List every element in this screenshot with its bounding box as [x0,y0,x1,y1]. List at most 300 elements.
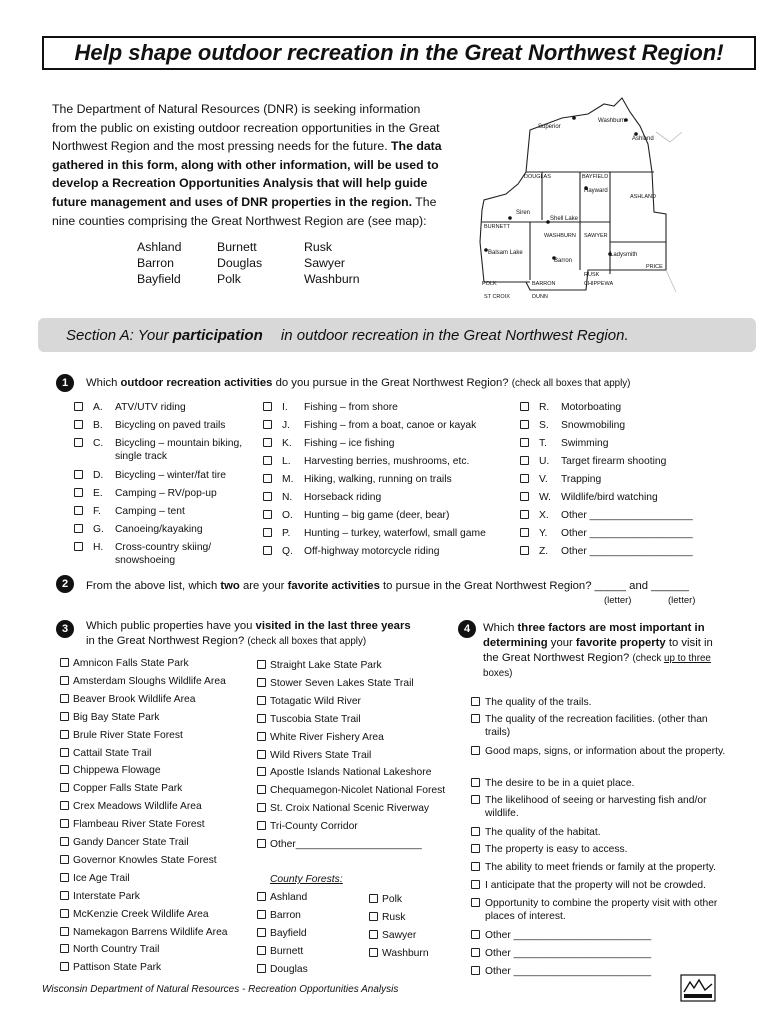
option-letter: H. [93,542,104,553]
checkbox[interactable] [263,420,272,429]
factor-option[interactable] [471,777,731,790]
option-letter: V. [539,474,548,485]
option-letter: B. [93,420,103,431]
property-option[interactable] [60,836,189,849]
option-label: Bicycling – mountain biking, single track [115,438,243,462]
factor-label: The quality of the recreation facilities. (other than trails) [485,714,708,738]
map-county-label: ASHLAND [630,194,656,200]
option-letter: F. [93,506,102,517]
factor-option[interactable] [471,947,731,960]
option-label: Other __________________ [561,528,693,539]
checkbox[interactable] [60,801,69,810]
checkbox[interactable] [471,880,480,889]
q1-bold: outdoor recreation activities [120,377,273,389]
property-option[interactable] [60,961,161,974]
activity-option[interactable] [520,527,720,540]
q2-bold2: favorite activities [287,580,380,592]
q2-letter2-caption: (letter) [668,595,696,606]
activity-option[interactable] [520,509,720,522]
checkbox[interactable] [263,474,272,483]
activity-option[interactable] [74,419,254,432]
question-3-text [86,619,411,649]
option-letter: Y. [539,528,548,539]
q4-note-underlined: up to three [664,653,711,664]
property-label: Copper Falls State Park [73,783,183,795]
checkbox[interactable] [257,928,266,937]
property-option[interactable] [257,784,445,797]
checkbox[interactable] [60,944,69,953]
activity-option[interactable] [263,491,513,504]
property-label: Tri-County Corridor [270,821,358,833]
section-a-header [38,318,756,352]
checkbox[interactable] [471,778,480,787]
question-2-number: 2 [56,575,74,593]
question-2-text [86,579,689,594]
checkbox[interactable] [471,930,480,939]
property-option[interactable] [257,945,303,958]
factor-label: The ability to meet friends or family at the property. [485,862,717,873]
checkbox[interactable] [74,488,83,497]
factor-label: The quality of the trails. [485,697,592,708]
activity-option[interactable] [520,437,720,450]
checkbox[interactable] [369,894,378,903]
property-label: Rusk [382,912,406,923]
activity-option[interactable] [74,401,254,414]
map-county-label: PRICE [646,264,663,270]
county-forests-label: County Forests: [270,874,343,885]
option-letter: W. [539,492,552,503]
activity-option[interactable] [520,419,720,432]
city-dot [572,116,576,120]
activity-option[interactable] [263,473,513,486]
activity-option[interactable] [263,509,513,522]
intro-p1: The Department of Natural Resources (DNR) is seeking information from the public on existing outdoor recreation opportunities in the Great Northwest Region and the most pressing needs for the future. [52,102,440,154]
property-option[interactable] [60,657,189,670]
option-label: Off-highway motorcycle riding [304,546,440,557]
option-label: Bicycling – winter/fat tire [115,470,227,481]
option-letter: X. [539,510,549,521]
property-label: Governor Knowles State Forest [73,854,217,866]
map-county-label: SAWYER [584,233,608,239]
checkbox[interactable] [263,492,272,501]
property-option[interactable] [60,818,205,831]
property-option[interactable] [60,908,209,921]
checkbox[interactable] [257,946,266,955]
checkbox[interactable] [74,402,83,411]
checkbox[interactable] [471,714,480,723]
checkbox[interactable] [257,696,266,705]
checkbox[interactable] [471,844,480,853]
property-label: Apostle Islands National Lakeshore [270,767,432,779]
property-label: Beaver Brook Wildlife Area [73,693,196,705]
factor-option[interactable] [471,826,731,839]
checkbox[interactable] [60,748,69,757]
property-option[interactable] [257,838,422,851]
q3-note: (check all boxes that apply) [247,636,367,647]
activity-option[interactable] [263,401,513,414]
page-title: Help shape outdoor recreation in the Great Northwest Region! [74,40,724,65]
map-county-label: BURNETT [484,224,510,230]
checkbox[interactable] [520,456,529,465]
option-letter: U. [539,456,550,467]
property-label: Amsterdam Sloughs Wildlife Area [73,675,226,687]
county-name: Bayfield [137,271,181,286]
activity-option[interactable] [520,473,720,486]
activity-option[interactable] [520,491,720,504]
property-option[interactable] [257,677,414,690]
map-city-label: Ladysmith [610,252,638,258]
map-city-label: Hayward [584,188,608,194]
property-label: Sawyer [382,930,417,941]
property-option[interactable] [60,747,151,760]
section-a-bold: participation [172,326,263,344]
checkbox[interactable] [60,909,69,918]
section-a-prefix: Section A: Your [66,326,173,344]
intro-text [52,100,447,230]
checkbox[interactable] [263,456,272,465]
map-county-label: BAYFIELD [582,174,609,180]
activity-option[interactable] [263,437,513,450]
county-name: Sawyer [304,255,346,270]
property-label: Big Bay State Park [73,711,160,723]
checkbox[interactable] [257,750,266,759]
option-label: Camping – RV/pop-up [115,488,217,499]
checkbox[interactable] [257,910,266,919]
activity-option[interactable] [74,437,254,463]
checkbox[interactable] [520,510,529,519]
checkbox[interactable] [257,732,266,741]
option-letter: A. [93,402,103,413]
factor-label: Other ________________________ [485,966,652,977]
property-option[interactable] [60,711,159,724]
property-option[interactable] [257,659,382,672]
city-dot [508,216,512,220]
checkbox[interactable] [257,714,266,723]
checkbox[interactable] [60,873,69,882]
factor-label: The quality of the habitat. [485,827,601,838]
option-letter: Z. [539,546,549,557]
map-county-label: ST CROIX [484,294,510,300]
county-name: Rusk [304,240,333,254]
checkbox[interactable] [60,837,69,846]
checkbox[interactable] [74,470,83,479]
checkbox[interactable] [60,694,69,703]
option-letter: J. [282,420,291,431]
checkbox[interactable] [60,855,69,864]
checkbox[interactable] [74,506,83,515]
checkbox[interactable] [257,821,266,830]
option-label: Canoeing/kayaking [115,524,203,535]
q1-note: (check all boxes that apply) [511,378,631,389]
factor-option[interactable] [471,929,731,942]
activity-option[interactable] [263,455,513,468]
property-option[interactable] [369,893,402,906]
intro-p3: The nine counties comprising the Great Northwest Region are (see map): [52,194,437,228]
county-name: Polk [217,271,241,286]
property-option[interactable] [60,729,183,742]
checkbox[interactable] [74,420,83,429]
factor-option[interactable] [471,879,731,892]
property-option[interactable] [60,943,159,956]
county-name: Douglas [217,255,263,270]
checkbox[interactable] [471,795,480,804]
factor-option[interactable] [471,713,731,739]
checkbox[interactable] [471,966,480,975]
property-option[interactable] [60,800,202,813]
checkbox[interactable] [257,803,266,812]
county-list-col2 [217,240,262,287]
county-list-col3 [304,240,360,287]
option-label: Hunting – turkey, waterfowl, small game [304,528,486,539]
property-label: Bayfield [270,928,307,939]
county-name: Washburn [304,271,360,286]
checkbox[interactable] [471,746,480,755]
property-option[interactable] [369,947,429,960]
map-city-label: Balsam Lake [488,250,523,256]
question-1-text [86,376,630,391]
property-option[interactable] [257,927,307,940]
factor-option[interactable] [471,696,731,709]
question-1-number: 1 [56,374,74,392]
property-option[interactable] [257,909,301,922]
map-city-label: Superior [538,124,561,130]
checkbox[interactable] [520,438,529,447]
checkbox[interactable] [369,948,378,957]
factor-option[interactable] [471,897,731,923]
checkbox[interactable] [60,676,69,685]
property-label: Crex Meadows Wildlife Area [73,801,202,813]
property-label: Burnett [270,946,304,957]
q3-line2: in the Great Northwest Region? [86,635,245,647]
option-label: Other __________________ [561,510,693,521]
property-option[interactable] [60,872,130,885]
county-name: Barron [137,255,174,270]
checkbox[interactable] [60,730,69,739]
activity-option[interactable] [74,505,254,518]
checkbox[interactable] [257,892,266,901]
activity-option[interactable] [520,455,720,468]
factor-label: I anticipate that the property will not be crowded. [485,880,706,891]
activity-option[interactable] [520,545,720,558]
property-label: Straight Lake State Park [270,660,382,671]
property-label: Pattison State Park [73,962,162,974]
activity-option[interactable] [263,527,513,540]
property-option[interactable] [60,764,161,777]
q4-mid: your [547,637,576,649]
q2-letter1-caption: (letter) [604,595,632,606]
option-label: Camping – tent [115,506,185,517]
checkbox[interactable] [257,678,266,687]
option-label: Snowmobiling [561,420,626,431]
q4-bold1: three factors are most important in determining [483,622,705,649]
checkbox[interactable] [257,785,266,794]
property-label: Stower Seven Lakes State Trail [270,677,414,689]
q2-bold1: two [220,580,240,592]
property-label: Totagatic Wild River [270,695,361,707]
title-banner [42,36,756,70]
checkbox[interactable] [369,930,378,939]
q4-note-post: boxes) [483,668,513,679]
map-city-label: Ashland [632,136,654,142]
checkbox[interactable] [60,783,69,792]
property-option[interactable] [60,926,228,939]
option-label: Target firearm shooting [561,456,667,467]
county-name: Ashland [137,240,182,254]
checkbox[interactable] [263,402,272,411]
option-label: Other __________________ [561,546,693,557]
checkbox[interactable] [471,697,480,706]
property-option[interactable] [369,929,416,942]
checkbox[interactable] [257,964,266,973]
option-label: Fishing – from shore [304,402,398,413]
property-label: Tuscobia State Trail [270,713,361,725]
property-label: St. Croix National Scenic Riverway [270,803,430,815]
option-label: Horseback riding [304,492,382,503]
q1-pre: Which [86,377,121,389]
county-list-col1 [137,240,181,287]
q2-pre: From the above list, which [86,580,221,592]
checkbox[interactable] [263,528,272,537]
map-county-label: DOUGLAS [524,174,551,180]
property-option[interactable] [369,911,405,924]
property-label: North Country Trail [73,944,160,956]
checkbox[interactable] [74,524,83,533]
property-option[interactable] [257,891,307,904]
checkbox[interactable] [520,546,529,555]
property-label: Flambeau River State Forest [73,819,205,831]
option-letter: K. [282,438,292,449]
activity-option[interactable] [263,545,513,558]
checkbox[interactable] [520,420,529,429]
checkbox[interactable] [60,962,69,971]
property-label: Gandy Dancer State Trail [73,837,189,848]
factor-label: The desire to be in a quiet place. [485,778,635,789]
activity-option[interactable] [74,469,254,482]
option-letter: M. [282,474,294,485]
property-label: Ashland [270,892,308,903]
property-option[interactable] [257,731,384,744]
property-label: McKenzie Creek Wildlife Area [73,908,209,920]
option-label: Wildlife/bird watching [561,492,658,503]
property-label: Interstate Park [73,890,140,902]
activity-option[interactable] [74,487,254,500]
checkbox[interactable] [257,660,266,669]
intro-p2: The data gathered in this form, along with other information, will be used to develop a Recreation Opportunities Analysis that will help guide future management and uses of DNR properties in the region. [52,139,442,209]
property-option[interactable] [257,802,429,815]
checkbox[interactable] [74,438,83,447]
q2-mid: are your [239,580,288,592]
q2-post: to pursue in the Great Northwest Region? _____ and ______ [379,580,689,592]
checkbox[interactable] [471,862,480,871]
option-letter: T. [539,438,548,449]
property-option[interactable] [257,695,361,708]
property-option[interactable] [60,675,226,688]
property-option[interactable] [60,782,182,795]
activity-option[interactable] [74,523,254,536]
property-option[interactable] [60,693,195,706]
property-label: Amnicon Falls State Park [73,658,189,669]
checkbox[interactable] [263,438,272,447]
option-label: Fishing – ice fishing [304,438,395,449]
checkbox[interactable] [257,767,266,776]
factor-option[interactable] [471,861,731,874]
option-label: Harvesting berries, mushrooms, etc. [304,456,470,467]
property-label: Chequamegon-Nicolet National Forest [270,785,446,797]
factor-label: Good maps, signs, or information about the property. [485,746,726,757]
property-option[interactable] [60,854,217,867]
checkbox[interactable] [263,546,272,555]
option-label: Hunting – big game (deer, bear) [304,510,450,521]
property-option[interactable] [257,766,431,779]
checkbox[interactable] [60,891,69,900]
option-label: ATV/UTV riding [115,402,186,413]
map-city-label: Siren [516,210,531,216]
map-city-label: Barron [554,258,573,264]
factor-option[interactable] [471,794,731,820]
factor-label: Opportunity to combine the property visit with other places of interest. [485,898,718,922]
property-label: Washburn [382,948,429,959]
factor-option[interactable] [471,745,731,758]
checkbox[interactable] [60,765,69,774]
county-forests-label-text: County Forests [270,874,340,885]
checkbox[interactable] [471,948,480,957]
option-letter: Q. [282,546,293,557]
option-letter: S. [539,420,549,431]
property-label: Brule River State Forest [73,729,183,741]
checkbox[interactable] [520,402,529,411]
option-letter: O. [282,510,293,521]
q4-bold2: favorite property [575,637,666,649]
property-option[interactable] [257,820,358,833]
property-option[interactable] [257,749,371,762]
checkbox[interactable] [60,658,69,667]
option-letter: P. [282,528,291,539]
checkbox[interactable] [74,542,83,551]
region-map [470,92,690,304]
q4-pre: Which [483,622,518,634]
activity-option[interactable] [263,419,513,432]
checkbox[interactable] [520,528,529,537]
option-letter: E. [93,488,103,499]
checkbox[interactable] [471,827,480,836]
property-option[interactable] [60,890,140,903]
question-4-number: 4 [458,620,476,638]
footer-text: Wisconsin Department of Natural Resources - Recreation Opportunities Analysis [42,984,399,995]
checkbox[interactable] [471,898,480,907]
checkbox[interactable] [60,819,69,828]
option-letter: I. [282,402,288,413]
option-letter: D. [93,470,104,481]
checkbox[interactable] [60,927,69,936]
map-county-label: WASHBURN [544,233,576,239]
checkbox[interactable] [257,839,266,848]
factor-option[interactable] [471,843,731,856]
option-label: Motorboating [561,402,622,413]
county-name: Burnett [217,240,257,254]
property-option[interactable] [257,713,361,726]
property-option[interactable] [257,963,308,976]
map-county-label: BARRON [532,281,556,287]
checkbox[interactable] [520,492,529,501]
checkbox[interactable] [60,712,69,721]
checkbox[interactable] [520,474,529,483]
map-city-label: Washburn [598,118,626,124]
checkbox[interactable] [263,510,272,519]
property-label: Polk [382,894,403,905]
checkbox[interactable] [369,912,378,921]
activity-option[interactable] [520,401,720,414]
activity-option[interactable] [74,541,254,567]
